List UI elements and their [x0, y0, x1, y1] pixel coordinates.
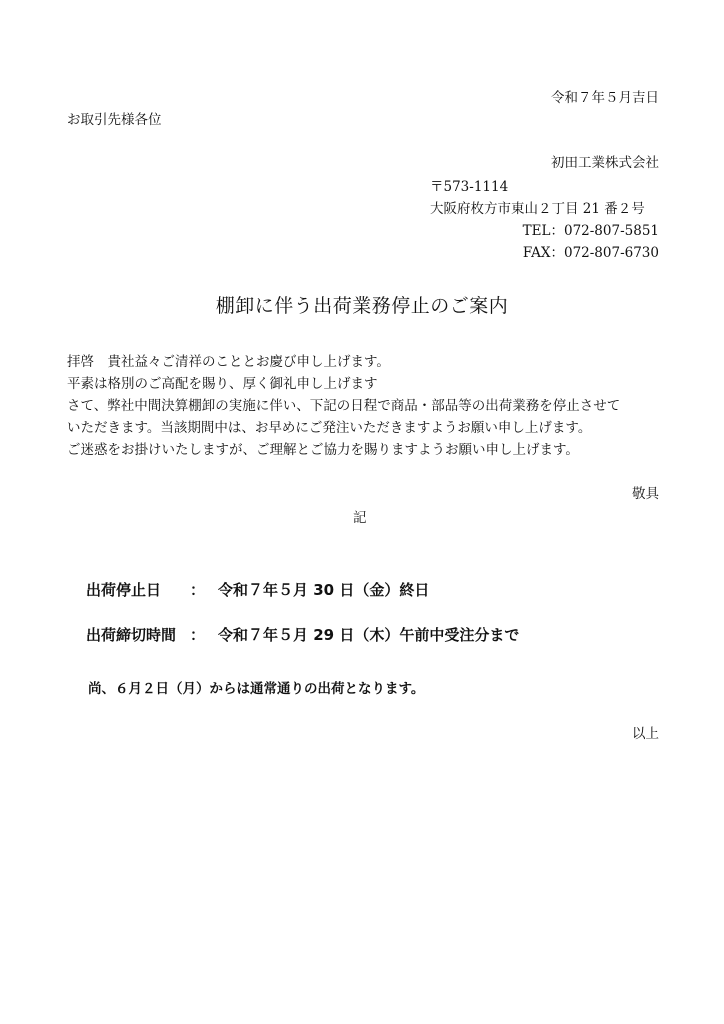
- ki-heading: 記: [353, 510, 367, 526]
- detail-value: 令和７年５月 29 日（木）午前中受注分まで: [218, 626, 520, 644]
- detail-label: 出荷停止日: [86, 581, 162, 599]
- document-title: 棚卸に伴う出荷業務停止のご案内: [215, 295, 509, 317]
- body-text: [67, 351, 667, 461]
- resume-note: 尚、６月２日（月）からは通常通りの出荷となります。: [88, 681, 425, 697]
- recipient: お取引先様各位: [67, 112, 162, 128]
- detail-shipping-stop: [86, 583, 429, 598]
- issue-date: 令和７年５月吉日: [551, 90, 659, 106]
- body-line: ご迷惑をお掛けいたしますが、ご理解とご協力を賜りますようお願い申し上げます。: [67, 442, 579, 458]
- detail-colon: ：: [190, 626, 206, 644]
- body-line: 拝啓 貴社益々ご清祥のこととお慶び申し上げます。: [67, 354, 390, 370]
- body-line: 平素は格別のご高配を賜り、厚く御礼申し上げます: [67, 376, 378, 392]
- sender-company: 初田工業株式会社: [551, 155, 659, 171]
- body-line: さて、弊社中間決算棚卸の実施に伴い、下記の日程で商品・部品等の出荷業務を停止させて: [67, 398, 621, 414]
- body-line: いただきます。当該期間中は、お早めにご発注いただきますようお願い申し上げます。: [67, 420, 592, 436]
- sender-tel: TEL：072-807-5851: [522, 223, 659, 239]
- sender-postal-code: 〒573-1114: [430, 179, 509, 195]
- detail-value: 令和７年５月 30 日（金）終日: [218, 581, 430, 599]
- sender-address: 大阪府枚方市東山２丁目 21 番２号: [430, 201, 645, 217]
- sender-fax: FAX：072-807-6730: [522, 245, 659, 261]
- detail-order-deadline: [86, 628, 519, 643]
- closing-ijou: 以上: [632, 726, 659, 742]
- detail-label: 出荷締切時間: [86, 626, 177, 644]
- closing-keigu: 敬具: [632, 486, 659, 502]
- detail-colon: ：: [190, 581, 206, 599]
